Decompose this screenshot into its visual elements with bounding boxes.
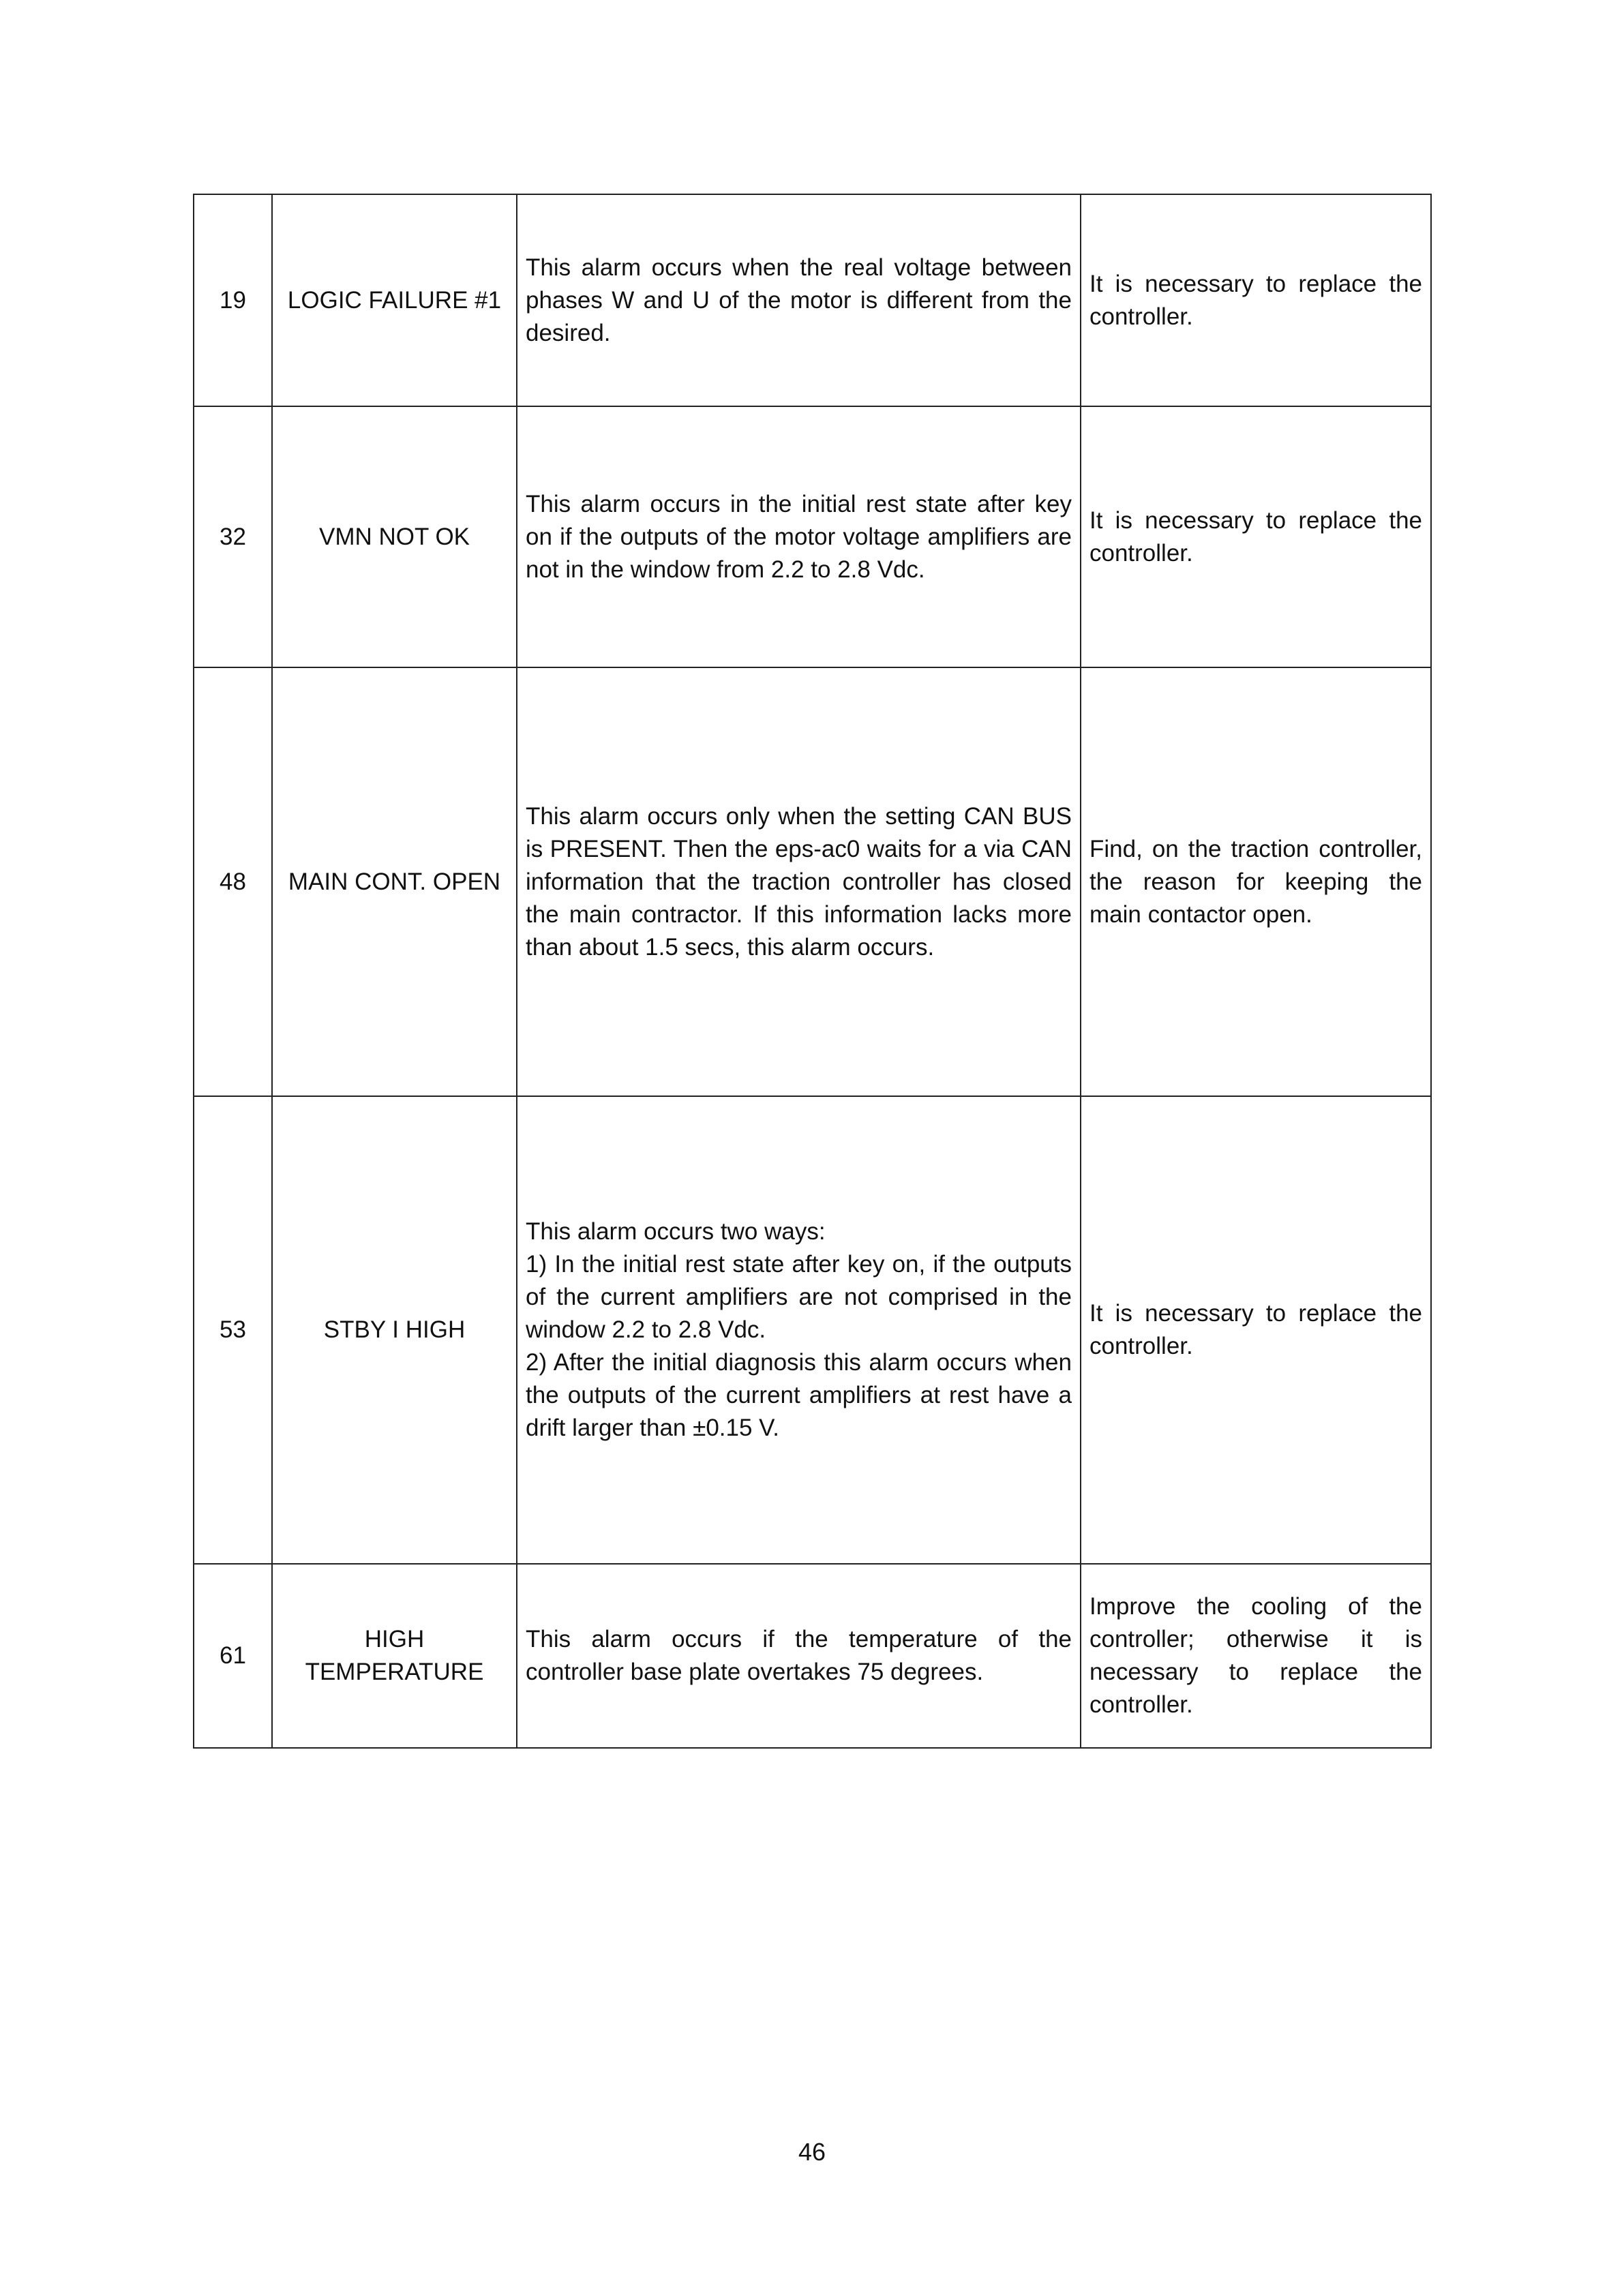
table-row [194,667,1431,1096]
alarm-solution: Find, on the traction controller, the reason for keeping the main contactor open. [1081,667,1431,1096]
description-line: This alarm occurs two ways: [526,1218,826,1245]
table-row [194,1096,1431,1564]
description-line: 1) In the initial rest state after key on, if the outputs of the current amplifiers are not comprised in the window 2.2 to 2.8 Vdc. [526,1251,1072,1343]
alarm-name: VMN NOT OK [272,406,517,667]
description-line: 2) After the initial diagnosis this alarm occurs when the outputs of the current amplifiers at rest have a drift larger than ±0.15 V. [526,1349,1072,1441]
table-row [194,406,1431,667]
table-row [194,1564,1431,1748]
alarm-name-line: HIGH [364,1626,425,1652]
alarm-description: This alarm occurs only when the setting CAN BUS is PRESENT. Then the eps-ac0 waits for a via CAN information that the traction controller has closed the main contractor. If this information lacks more than about 1.5 secs, this alarm occurs. [517,667,1081,1096]
table-row [194,194,1431,406]
alarm-description [517,1096,1081,1564]
alarm-code: 32 [194,406,272,667]
alarm-solution: Improve the cooling of the controller; otherwise it is necessary to replace the controller. [1081,1564,1431,1748]
alarm-solution: It is necessary to replace the controller. [1081,406,1431,667]
alarm-description: This alarm occurs in the initial rest state after key on if the outputs of the motor voltage amplifiers are not in the window from 2.2 to 2.8 Vdc. [517,406,1081,667]
alarm-code: 48 [194,667,272,1096]
alarm-name: MAIN CONT. OPEN [272,667,517,1096]
alarm-solution: It is necessary to replace the controller. [1081,1096,1431,1564]
alarm-description: This alarm occurs when the real voltage between phases W and U of the motor is different from the desired. [517,194,1081,406]
alarm-name: LOGIC FAILURE #1 [272,194,517,406]
alarm-code: 19 [194,194,272,406]
alarm-name [272,1564,517,1748]
page-number: 46 [798,2138,826,2166]
alarm-description: This alarm occurs if the temperature of the controller base plate overtakes 75 degrees. [517,1564,1081,1748]
alarm-name: STBY I HIGH [272,1096,517,1564]
alarm-name-line: TEMPERATURE [305,1659,484,1685]
alarm-code: 61 [194,1564,272,1748]
alarm-table [193,194,1432,1749]
alarm-solution: It is necessary to replace the controller. [1081,194,1431,406]
alarm-code: 53 [194,1096,272,1564]
